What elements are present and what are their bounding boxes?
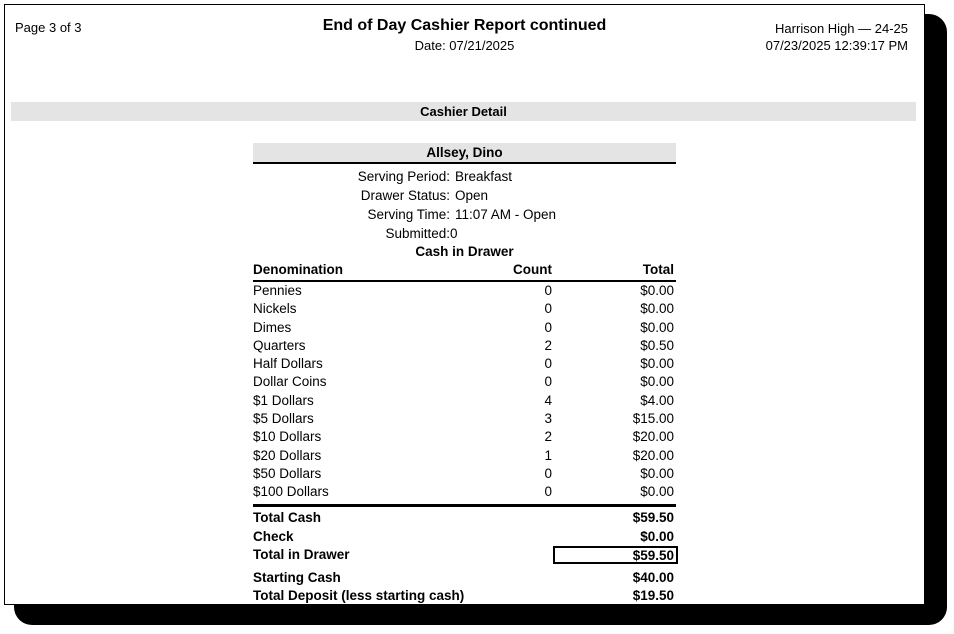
count-cell: 2 [544, 429, 552, 445]
report-title: End of Day Cashier Report continued [322, 17, 607, 34]
info-label: Serving Period: [357, 169, 450, 184]
count-cell: 0 [544, 283, 552, 298]
totals-section [253, 504, 676, 606]
count-cell: 2 [544, 337, 552, 353]
column-header-total: Total [552, 262, 676, 281]
denomination-cell: $100 Dollars [253, 484, 329, 500]
cashier-name: Allsey, Dino [426, 145, 503, 160]
report-page [4, 4, 925, 605]
denomination-cell: Half Dollars [253, 356, 323, 372]
count-cell: 0 [544, 465, 552, 481]
info-line [253, 167, 676, 186]
total-cell: $15.00 [632, 411, 674, 427]
totals-row [253, 546, 676, 565]
totals-row [253, 509, 676, 528]
cashier-info [253, 167, 676, 243]
totals-value: $19.50 [632, 588, 674, 604]
denomination-cell: $5 Dollars [253, 411, 314, 427]
info-value: Open [455, 188, 489, 203]
info-label: Drawer Status: [360, 188, 450, 203]
total-cell: $4.00 [640, 392, 674, 408]
table-row [253, 337, 676, 355]
totals-label: Total Cash [253, 510, 322, 526]
table-row [253, 410, 676, 428]
table-row [253, 281, 676, 300]
denomination-cell: $1 Dollars [253, 392, 314, 408]
denomination-cell: Dimes [253, 319, 292, 335]
count-cell: 0 [544, 484, 552, 500]
count-cell: 0 [544, 319, 552, 335]
table-row [253, 355, 676, 373]
table-row [253, 319, 676, 337]
totals-row [253, 568, 676, 587]
total-cell: $0.00 [640, 356, 674, 372]
print-timestamp: 07/23/2025 12:39:17 PM [765, 38, 908, 53]
info-value: 11:07 AM - Open [455, 207, 557, 222]
page-number: Page 3 of 3 [15, 20, 82, 35]
info-value: 0 [450, 226, 458, 241]
cashier-name-bar [253, 143, 676, 164]
report-header-right [766, 20, 908, 54]
total-cell: $0.00 [640, 301, 674, 317]
school-name: Harrison High — 24-25 [775, 21, 908, 36]
denominations-table [253, 262, 676, 502]
count-cell: 0 [544, 374, 552, 390]
info-value: Breakfast [455, 169, 513, 184]
count-cell: 4 [544, 392, 552, 408]
total-cell: $20.00 [632, 429, 674, 445]
denomination-cell: Nickels [253, 301, 297, 317]
section-header-bar [11, 102, 916, 121]
totals-label: Total Deposit (less starting cash) [253, 588, 465, 604]
count-cell: 1 [544, 447, 552, 463]
total-cell: $0.00 [640, 465, 674, 481]
table-row [253, 465, 676, 483]
table-row [253, 447, 676, 465]
section-title: Cashier Detail [420, 104, 507, 119]
denomination-cell: Pennies [253, 283, 302, 298]
report-date: Date: 07/21/2025 [414, 38, 515, 53]
column-header-count: Count [453, 262, 552, 281]
info-label: Serving Time: [367, 207, 450, 222]
count-cell: 3 [544, 411, 552, 427]
total-in-drawer-box: $59.50 [553, 546, 678, 564]
total-cell: $20.00 [632, 447, 674, 463]
denomination-cell: $10 Dollars [253, 429, 322, 445]
denomination-cell: $20 Dollars [253, 447, 322, 463]
total-cell: $0.00 [640, 283, 674, 298]
totals-value: $59.50 [632, 510, 674, 526]
table-row [253, 483, 676, 501]
totals-label: Starting Cash [253, 569, 341, 585]
total-cell: $0.00 [640, 374, 674, 390]
denomination-cell: Quarters [253, 337, 306, 353]
table-row [253, 373, 676, 391]
totals-row [253, 527, 676, 546]
totals-row [253, 587, 676, 606]
totals-label: Check [253, 528, 294, 544]
column-header-denomination: Denomination [253, 262, 453, 281]
denomination-cell: Dollar Coins [253, 374, 327, 390]
denomination-cell: $50 Dollars [253, 465, 322, 481]
total-cell: $0.00 [640, 484, 674, 500]
denominations-header-row [253, 262, 676, 281]
totals-value: $40.00 [632, 569, 674, 585]
table-row [253, 300, 676, 318]
table-row [253, 428, 676, 446]
info-line [253, 224, 676, 243]
denominations-table-body [253, 281, 676, 502]
cash-in-drawer-title: Cash in Drawer [415, 244, 514, 259]
info-line [253, 186, 676, 205]
total-cell: $0.50 [640, 337, 674, 353]
info-label: Submitted: [385, 226, 450, 241]
count-cell: 0 [544, 356, 552, 372]
count-cell: 0 [544, 301, 552, 317]
totals-value: $0.00 [640, 528, 674, 544]
table-row [253, 392, 676, 410]
info-line [253, 205, 676, 224]
totals-label: Total in Drawer [253, 547, 350, 563]
cashier-detail-block [253, 143, 676, 605]
total-cell: $0.00 [640, 319, 674, 335]
